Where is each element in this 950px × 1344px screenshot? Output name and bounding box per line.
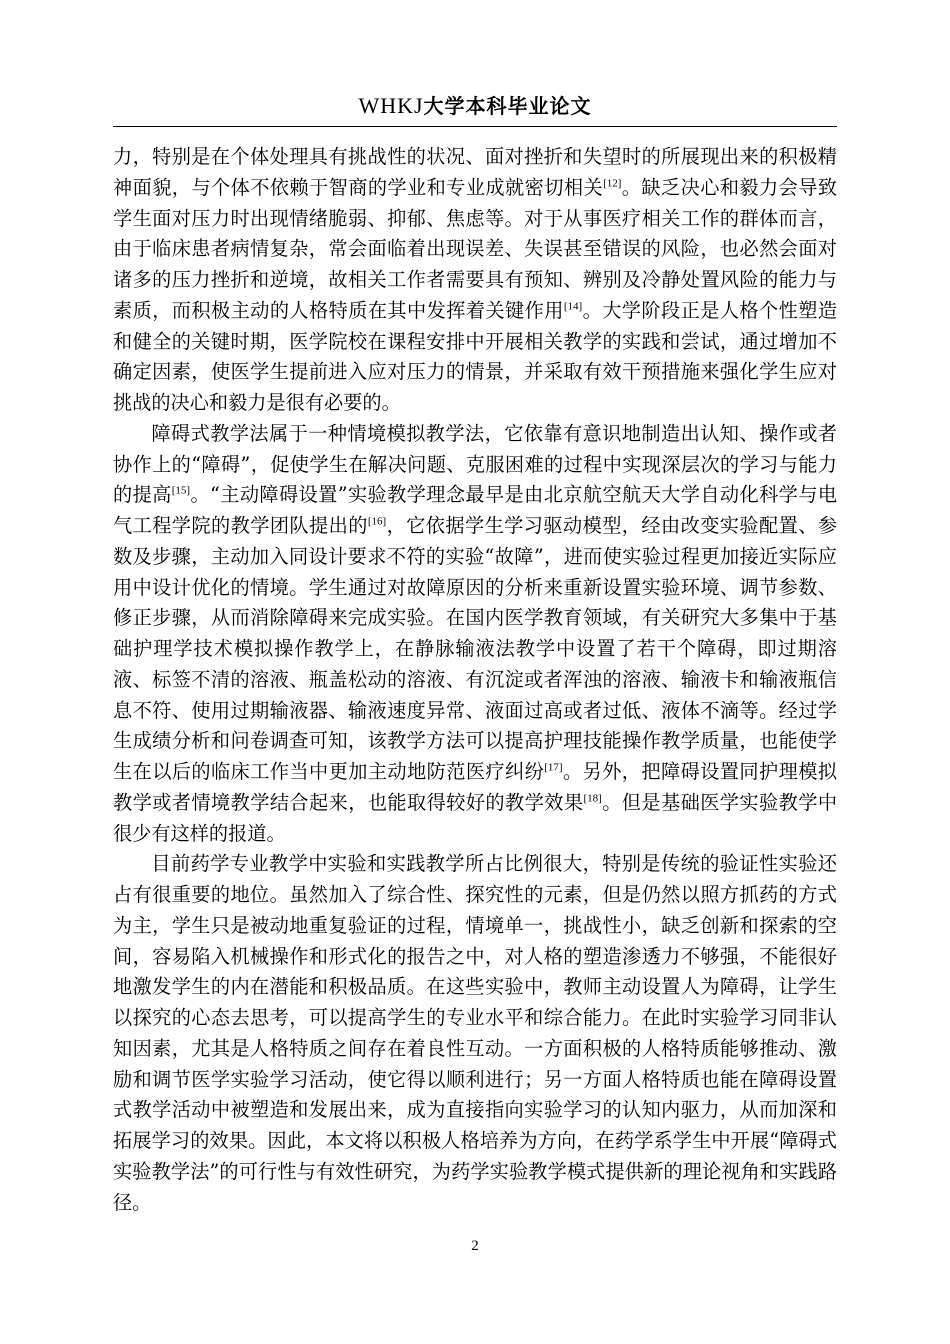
paragraph-text: 。大学阶段正是人格个性塑造和健全的关键时期，医学院校在课程安排中开展相关教学的实践和尝试，通过增加不确定因素，使医学生提前进入应对压力的情景，并采取有效干预措施来强化学生应对挑战的决心和毅力是很有必要的。 xyxy=(113,298,838,414)
citation-marker: [16] xyxy=(367,515,387,528)
body-paragraph-1 xyxy=(113,142,837,419)
page-number: 2 xyxy=(471,1238,479,1254)
body-paragraph-3 xyxy=(113,849,837,1218)
citation-marker: [12] xyxy=(603,177,622,190)
paragraph-text: 目前药学专业教学中实验和实践教学所占比例很大，特别是传统的验证性实验还占有很重要的地位。虽然加入了综合性、探究性的元素，但是仍然以照方抓药的方式为主，学生只是被动地重复验证的过程，情境单一，挑战性小，缺乏创新和探索的空间，容易陷入机械操作和形式化的报告之中，对人格的塑造渗透力不够强，不能很好地激发学生的内在潜能和积极品质。在这些实验中，教师主动设置人为障碍，让学生以探究的心态去思考，可以提高学生的专业水平和综合能力。在此时实验学习同非认知因素，尤其是人格特质之间存在着良性互动。一方面积极的人格特质能够推动、激励和调节医学实验学习活动，使它得以顺利进行；另一方面人格特质也能在障碍设置式教学活动中被塑造和发展出来，成为直接指向实验学习的认知内驱力，从而加深和拓展学习的效果。因此，本文将以积极人格培养为方向，在药学系学生中开展“障碍式实验教学法”的可行性与有效性研究，为药学实验教学模式提供新的理论视角和实践路径。 xyxy=(113,852,837,1214)
paragraph-text: 。缺乏决心和毅力会导致学生面对压力时出现情绪脆弱、抑郁、焦虑等。对于从事医疗相关工作的群体而言，由于临床患者病情复杂，常会面临着出现误差、失误甚至错误的风险，也必然会面对诸多的压力挫折和逆境，故相关工作者需要具有预知、辨别及冷静处置风险的能力与素质，而积极主动的人格特质在其中发挥着关键作用 xyxy=(113,175,838,322)
citation-marker: [17] xyxy=(544,761,563,774)
page-header xyxy=(113,92,837,127)
paragraph-text: 。“主动障碍设置”实验教学理念最早是由北京航空航天大学自动化科学与电气工程学院的教学团队提出的 xyxy=(113,483,838,537)
header-title xyxy=(113,92,837,120)
citation-marker: [18] xyxy=(583,792,602,805)
paragraph-text: 障碍式教学法属于一种情境模拟教学法，它依靠有意识地制造出认知、操作或者协作上的“障碍”，促使学生在解决问题、克服困难的过程中实现深层次的学习与能力的提高 xyxy=(113,421,837,507)
header-title-chinese: 大学本科毕业论文 xyxy=(423,94,592,118)
body-paragraph-2 xyxy=(113,419,837,850)
paragraph-text: 。但是基础医学实验教学中很少有这样的报道。 xyxy=(113,790,838,845)
paragraph-text: 。另外，把障碍设置同护理模拟教学或者情境教学结合起来，也能取得较好的教学效果 xyxy=(113,760,838,814)
header-title-latin: WHKJ xyxy=(358,93,424,118)
citation-marker: [14] xyxy=(563,300,583,313)
paragraph-text: ，它依据学生学习驱动模型，经由改变实验配置、参数及步骤，主动加入同设计要求不符的实验“故障”，进而使实验过程更加接近实际应用中设计优化的情境。学生通过对故障原因的分析来重新设置实验环境、调节参数、修正步骤，从而消除障碍来完成实验。在国内医学教育领域，有关研究大多集中于基础护理学技术模拟操作教学上，在静脉输液法教学中设置了若干个障碍，即过期溶液、标签不清的溶液、瓶盖松动的溶液、有沉淀或者浑浊的溶液、输液卡和输液瓶信息不符、使用过期输液器、输液速度异常、液面过高或者过低、液体不滴等。经过学生成绩分析和问卷调查可知，该教学方法可以提高护理技能操作教学质量，也能使学生在以后的临床工作当中更加主动地防范医疗纠纷 xyxy=(113,514,838,783)
citation-marker: [15] xyxy=(171,484,191,497)
paragraph-text: 力，特别是在个体处理具有挑战性的状况、面对挫折和失望时的所展现出来的积极精神面貌，与个体不依赖于智商的学业和专业成就密切相关 xyxy=(113,145,837,199)
page-body xyxy=(113,142,837,1218)
